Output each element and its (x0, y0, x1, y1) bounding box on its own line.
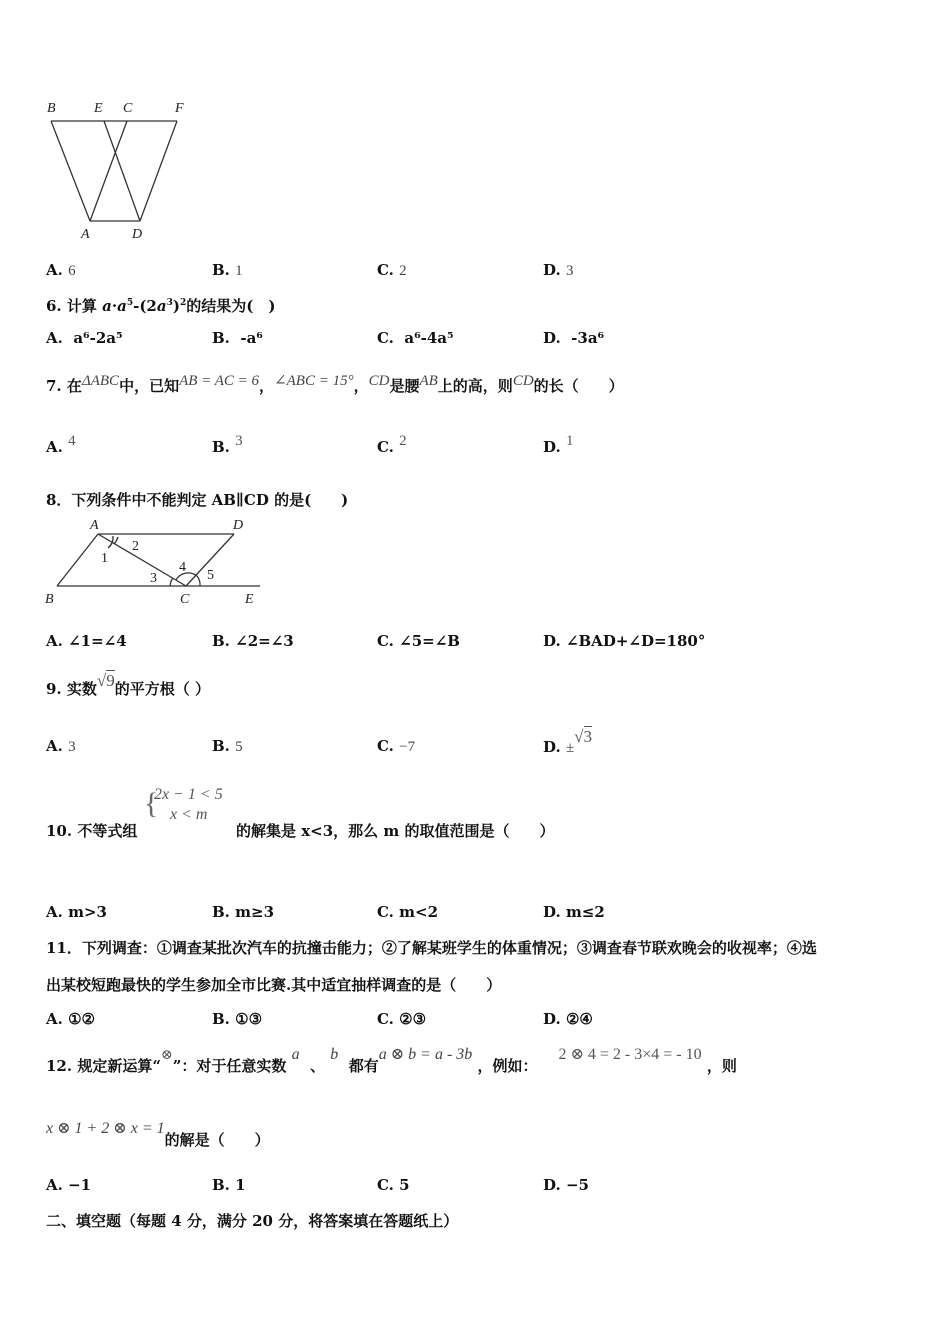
q12-stem-line2: x ⊗ 1 + 2 ⊗ x = 1的解是（ ） (46, 1120, 270, 1149)
q10-option-a: A. m>3 (46, 903, 107, 921)
q10-system: { 2x − 1 < 5 x < m (144, 786, 223, 823)
q6-option-c: C. a⁶-4a⁵ (377, 329, 454, 347)
fig5-label-B: B (47, 101, 56, 116)
fig8-angle-5: 5 (207, 568, 214, 583)
fig8-angle-4: 4 (179, 560, 186, 575)
q11-option-b: B. ①③ (212, 1010, 263, 1028)
q8-option-a: A. ∠1=∠4 (46, 632, 127, 650)
q5-option-b: B. 1 (212, 261, 243, 279)
q6-option-b: B. -a⁶ (212, 329, 263, 347)
fig5-label-E: E (94, 101, 103, 116)
q8-option-c: C. ∠5=∠B (377, 632, 460, 650)
fig5-label-D: D (132, 227, 143, 242)
q10-stem-suffix: 的解集是 x<3，那么 m 的取值范围是（ ） (236, 822, 555, 840)
q7-option-b: B. 3 (212, 433, 243, 456)
q5-option-c: C. 2 (377, 261, 407, 279)
q5-figure (44, 96, 194, 244)
q12-option-b: B. 1 (212, 1176, 246, 1194)
q5-option-a: A. 6 (46, 261, 76, 279)
q9-option-b: B. 5 (212, 737, 243, 755)
fig5-label-A: A (81, 227, 90, 242)
q10-option-d: D. m≤2 (543, 903, 605, 921)
fig8-label-E: E (245, 592, 254, 607)
q8-option-d: D. ∠BAD+∠D=180° (543, 632, 706, 650)
q6-option-d: D. -3a⁶ (543, 329, 605, 347)
q12-option-a: A. −1 (46, 1176, 92, 1194)
q12-stem-line1: 12. 规定新运算“⊗”：对于任意实数 a 、 b 都有a ⊗ b = a - 3b ，例如： 2 ⊗ 4 = 2 - 3×4 = - 10 ，则 (46, 1046, 737, 1075)
fig8-label-B: B (45, 592, 54, 607)
section-2-title: 二、填空题（每题 4 分，满分 20 分，将答案填在答题纸上） (46, 1212, 459, 1230)
q11-stem-line2: 出某校短跑最快的学生参加全市比赛.其中适宜抽样调查的是（ ） (46, 976, 502, 994)
q6-stem: 6. 计算 $a\cdot a^5-(2a^3)^2$的结果为( ) (46, 297, 276, 315)
q7-stem: 7. 在ΔABC中，已知AB = AC = 6，∠ABC = 15°，CD是腰AB上的高，则CD的长（ ） (46, 373, 624, 395)
q7-option-d: D. 1 (543, 433, 574, 456)
q8-figure (40, 514, 270, 609)
q5-option-d: D. 3 (543, 261, 574, 279)
q9-option-c: C. −7 (377, 737, 416, 755)
q8-stem: 8．下列条件中不能判定 AB∥CD 的是( ) (46, 491, 349, 509)
q7-option-c: C. 2 (377, 433, 407, 456)
q10-option-c: C. m<2 (377, 903, 439, 921)
q10-stem-prefix: 10. 不等式组 (46, 822, 138, 840)
fig8-label-A: A (90, 518, 99, 533)
q9-stem: 9. 实数√9的平方根（ ） (46, 671, 210, 698)
q8-option-b: B. ∠2=∠3 (212, 632, 294, 650)
fig8-angle-3: 3 (150, 571, 157, 586)
q9-option-a: A. 3 (46, 737, 76, 755)
sqrt-3: √3 (574, 727, 593, 746)
fig8-label-C: C (180, 592, 190, 607)
q10-option-b: B. m≥3 (212, 903, 275, 921)
q12-option-d: D. −5 (543, 1176, 589, 1194)
q6-option-a: A. a⁶-2a⁵ (46, 329, 123, 347)
fig5-label-F: F (175, 101, 184, 116)
fig8-angle-2: 2 (132, 539, 139, 554)
fig8-angle-1: 1 (101, 551, 108, 566)
q12-option-c: C. 5 (377, 1176, 410, 1194)
fig8-label-D: D (233, 518, 244, 533)
q9-option-d: D. ±√3 (543, 727, 593, 756)
q11-option-c: C. ②③ (377, 1010, 427, 1028)
sqrt-9: √9 (96, 671, 115, 690)
q11-option-a: A. ①② (46, 1010, 96, 1028)
q11-option-d: D. ②④ (543, 1010, 593, 1028)
q11-stem-line1: 11．下列调查：①调查某批次汽车的抗撞击能力；②了解某班学生的体重情况；③调查春节联欢晚会的收视率；④选 (46, 939, 817, 957)
fig5-label-C: C (123, 101, 133, 116)
q7-option-a: A. 4 (46, 433, 76, 456)
